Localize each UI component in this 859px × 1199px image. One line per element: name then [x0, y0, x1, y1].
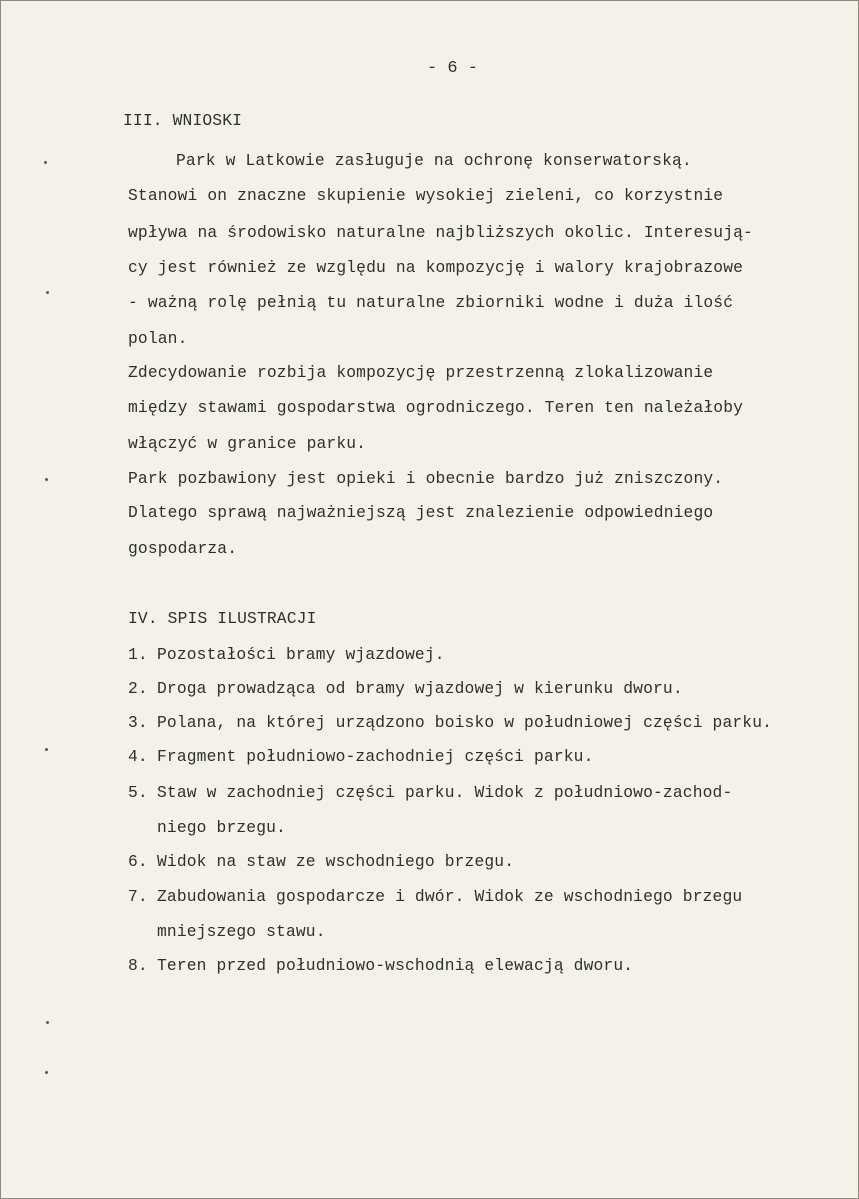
paragraph-line: - ważną rolę pełnią tu naturalne zbiorniki wodne i duża ilość: [128, 293, 734, 312]
paragraph-line: Zdecydowanie rozbija kompozycję przestrzenną zlokalizowanie: [128, 363, 714, 382]
margin-speck: [45, 748, 48, 751]
list-item-text: Widok na staw ze wschodniego brzegu.: [157, 852, 515, 871]
list-item-text: Droga prowadząca od bramy wjazdowej w kierunku dworu.: [157, 679, 683, 698]
list-item: [128, 747, 594, 766]
list-item: [128, 713, 772, 732]
section-heading-conclusions: III. WNIOSKI: [123, 111, 243, 130]
list-item-number: 5.: [128, 783, 148, 802]
paragraph-line: między stawami gospodarstwa ogrodniczego. Teren ten należałoby: [128, 398, 744, 417]
paragraph-line: Stanowi on znaczne skupienie wysokiej zieleni, co korzystnie: [128, 186, 724, 205]
list-item: [128, 852, 514, 871]
list-item-text: Fragment południowo-zachodniej części parku.: [157, 747, 594, 766]
list-item: [128, 887, 742, 906]
page-number: - 6 -: [427, 59, 479, 78]
list-item-number: 2.: [128, 679, 148, 698]
list-item-number: 3.: [128, 713, 148, 732]
list-item-text: Polana, na której urządzono boisko w południowej części parku.: [157, 713, 773, 732]
list-item: [128, 679, 683, 698]
paragraph-line: włączyć w granice parku.: [128, 434, 367, 453]
list-item-text: niego brzegu.: [157, 818, 286, 837]
section-heading-illustrations: IV. SPIS ILUSTRACJI: [128, 609, 317, 628]
paragraph-line: gospodarza.: [128, 539, 238, 558]
list-item-continuation: [128, 922, 326, 941]
paragraph-line: Dlatego sprawą najważniejszą jest znalezienie odpowiedniego: [128, 503, 714, 522]
margin-speck: [44, 161, 47, 164]
paragraph-line: cy jest również ze względu na kompozycję i walory krajobrazowe: [128, 258, 744, 277]
margin-speck: [46, 1021, 49, 1024]
paragraph-line: Park w Latkowie zasługuje na ochronę konserwatorską.: [176, 151, 692, 170]
list-item-text: Staw w zachodniej części parku. Widok z południowo-zachod-: [157, 783, 733, 802]
list-item-number: 1.: [128, 645, 148, 664]
paragraph-line: polan.: [128, 329, 188, 348]
list-item-number: 6.: [128, 852, 148, 871]
margin-speck: [45, 478, 48, 481]
list-item-text: mniejszego stawu.: [157, 922, 326, 941]
list-item-text: Zabudowania gospodarcze i dwór. Widok ze wschodniego brzegu: [157, 887, 743, 906]
list-item-number: 4.: [128, 747, 148, 766]
list-item: [128, 783, 732, 802]
list-item-number: 8.: [128, 956, 148, 975]
list-item: [128, 956, 633, 975]
paragraph-line: Park pozbawiony jest opieki i obecnie bardzo już zniszczony.: [128, 469, 724, 488]
paragraph-line: wpływa na środowisko naturalne najbliższych okolic. Interesują-: [128, 223, 753, 242]
margin-speck: [46, 291, 49, 294]
margin-speck: [45, 1071, 48, 1074]
list-item-text: Teren przed południowo-wschodnią elewacją dworu.: [157, 956, 634, 975]
list-item-number: 7.: [128, 887, 148, 906]
list-item-continuation: [128, 818, 286, 837]
list-item-text: Pozostałości bramy wjazdowej.: [157, 645, 445, 664]
list-item: [128, 645, 445, 664]
